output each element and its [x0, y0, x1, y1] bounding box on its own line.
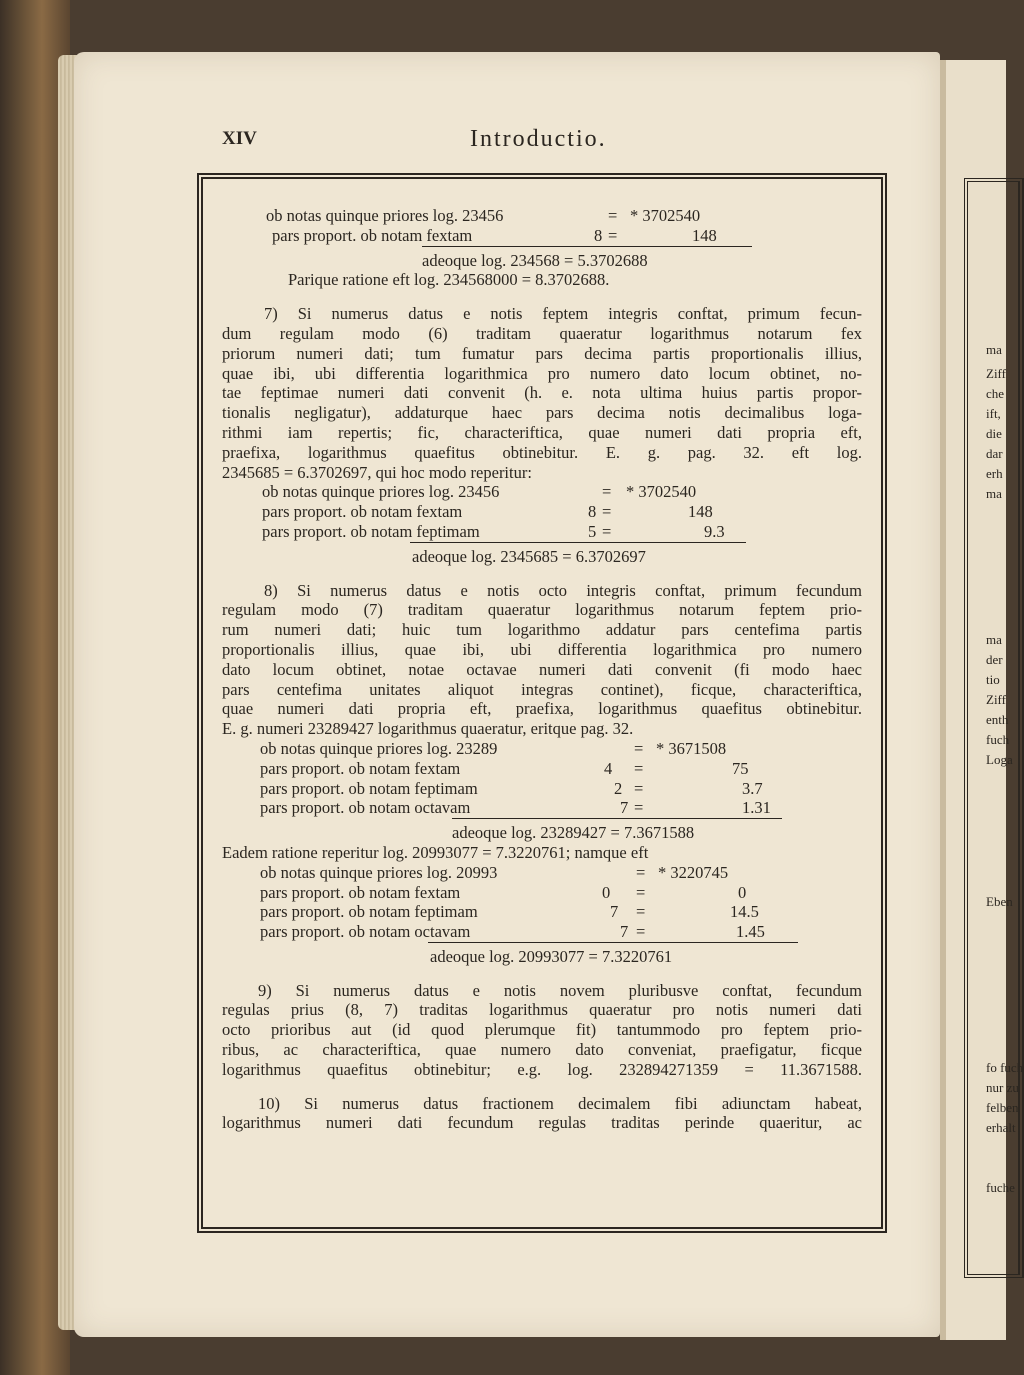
calc-rule — [428, 942, 798, 943]
paragraph-line: 10) Si numerus datus fractionem decimalem fibi adiunctam habeat, — [258, 1093, 862, 1113]
next-page-word: ma — [986, 486, 1002, 501]
calc-value: 148 — [692, 225, 717, 245]
page-number: XIV — [222, 128, 257, 149]
calc-row — [222, 226, 862, 246]
paragraph-line: E. g. numeri 23289427 logarithmus quaeratur, eritque pag. 32. — [222, 719, 634, 739]
paragraph-line: Eadem ratione reperitur log. 20993077 = 7.3220761; namque eft — [222, 842, 649, 862]
calc-label: pars proport. ob notam feptimam — [262, 521, 480, 541]
calc-label: ob notas quinque priores log. 23456 — [266, 206, 504, 225]
calc-digit: 0 — [602, 882, 611, 902]
paragraph-line: logarithmus numeri dati fecundum regulas traditas perinde quaeritur, ac — [222, 1113, 862, 1133]
calc-digit: 5 — [588, 521, 597, 541]
calc-row — [222, 798, 862, 818]
calc-row — [222, 206, 862, 226]
calc-label: pars proport. ob notam octavam — [260, 798, 471, 818]
calc-value: 75 — [732, 758, 749, 778]
next-page-word: fo fuch — [986, 1060, 1024, 1075]
page-text — [222, 206, 862, 1133]
next-page-word: die — [986, 426, 1002, 441]
calc-note: Parique ratione eft log. 234568000 = 8.3702688. — [288, 270, 610, 290]
next-page-word: Ziff — [986, 366, 1006, 381]
next-page-word: Eben — [986, 894, 1013, 909]
calc-row — [222, 502, 862, 522]
paragraph-line: proportionalis illius, quae ibi, ubi differentia logarithmica pro numero — [222, 639, 862, 659]
calc-label: ob notas quinque priores log. 23456 — [262, 482, 500, 502]
calc-value: 14.5 — [730, 902, 759, 922]
calc-label: pars proport. ob notam fextam — [262, 502, 463, 522]
calc-digit: 7 — [620, 922, 629, 942]
paragraph-line: priorum numeri dati; tum fumatur pars decima partis proportionalis illius, — [222, 343, 862, 363]
next-page-word: ma — [986, 342, 1002, 357]
next-page-word: felben — [986, 1100, 1019, 1115]
paragraph-line: quae ibi, ubi differentia logarithmica pro numero dato locum obtinet, no- — [222, 363, 862, 383]
calc-equals: = — [602, 521, 612, 541]
calc-row — [222, 482, 862, 502]
next-page-word: che — [986, 386, 1005, 401]
calc-digit: 8 — [588, 502, 597, 522]
paragraph-line: praefixa, logarithmus quaefitus obtinebitur. E. g. pag. 32. eft log. — [222, 442, 862, 462]
calc-label: pars proport. ob notam feptimam — [260, 902, 478, 922]
calc-digit: 8 — [594, 225, 603, 245]
running-title: Introductio. — [470, 126, 607, 152]
calc-label: ob notas quinque priores log. 23289 — [260, 738, 498, 758]
calc-row — [222, 779, 862, 799]
calc-label: pars proport. ob notam fextam — [272, 225, 473, 245]
calc-value: * 3220745 — [658, 862, 729, 882]
calc-equals: = — [634, 758, 644, 778]
calc-equals: = — [636, 922, 646, 942]
next-page-word: erhalt — [986, 1120, 1016, 1135]
paragraph-line: pars centefima unitates aliquot integras continet), ficque, characteriftica, — [222, 679, 862, 699]
calc-label: pars proport. ob notam fextam — [260, 882, 461, 902]
paragraph-line: 7) Si numerus datus e notis feptem integris conftat, primum fecun- — [264, 304, 862, 324]
calc-row — [222, 883, 862, 903]
calc-equals: = — [602, 502, 612, 522]
calc-result: adeoque log. 20993077 = 7.3220761 — [430, 946, 673, 966]
calc-value: * 3702540 — [630, 206, 701, 225]
calc-result: adeoque log. 2345685 = 6.3702697 — [412, 546, 646, 566]
next-page-word: Ziff — [986, 692, 1006, 707]
paragraph-line: tionalis negligatur), addaturque haec pars decima notis decimalibus loga- — [222, 403, 862, 423]
paragraph-line: ribus, ac characteriftica, quae numero dato conveniat, praefigatur, ficque — [222, 1040, 862, 1060]
calc-result: adeoque log. 23289427 = 7.3671588 — [452, 823, 695, 843]
calc-label: pars proport. ob notam octavam — [260, 922, 471, 942]
calc-result: adeoque log. 234568 = 5.3702688 — [422, 250, 648, 270]
calc-value: 9.3 — [704, 521, 725, 541]
calc-row — [222, 759, 862, 779]
calc-digit: 7 — [620, 798, 629, 818]
paragraph-line: octo prioribus aut (id quod plerumque fit) tantummodo pro feptem prio- — [222, 1020, 862, 1040]
calc-equals: = — [636, 882, 646, 902]
calc-value: * 3702540 — [626, 482, 697, 502]
calc-value: 148 — [688, 502, 713, 522]
calc-equals: = — [608, 206, 618, 225]
next-page-word: Loga — [986, 752, 1013, 767]
calc-label: ob notas quinque priores log. 20993 — [260, 862, 498, 882]
next-page-word: nur zu — [986, 1080, 1019, 1095]
calc-digit: 4 — [604, 758, 613, 778]
next-page-edge — [940, 60, 1024, 1340]
calc-digit: 2 — [614, 778, 623, 798]
calc-value: 0 — [738, 882, 747, 902]
next-page-word: erh — [986, 466, 1003, 481]
calc-equals: = — [634, 738, 644, 758]
next-page-word: der — [986, 652, 1003, 667]
calc-value: * 3671508 — [656, 738, 727, 758]
calc-equals: = — [634, 798, 644, 818]
paragraph-line: logarithmus quaefitus obtinebitur; e.g. log. 232894271359 = 11.3671588. — [222, 1059, 862, 1079]
calc-label: pars proport. ob notam fextam — [260, 758, 461, 778]
next-page-word: tio — [986, 672, 1000, 687]
calc-row — [222, 922, 862, 942]
calc-row — [222, 902, 862, 922]
calc-equals: = — [636, 862, 646, 882]
calc-row — [222, 863, 862, 883]
paragraph-line: 8) Si numerus datus e notis octo integris conftat, primum fecundum — [264, 580, 862, 600]
next-page-word: enth — [986, 712, 1009, 727]
paragraph-line: rithmi iam repertis; fic, characteriftica, quae numeri dati propria eft, — [222, 422, 862, 442]
paragraph-line: quae numeri dati propria eft, praefixa, logarithmus quaefitus obtinebitur. — [222, 699, 862, 719]
paragraph-line: rum numeri dati; huic tum logarithmo addatur pars centefima partis — [222, 620, 862, 640]
calc-digit: 7 — [610, 902, 619, 922]
calc-row — [222, 522, 862, 542]
paragraph-line: dato locum obtinet, notae octavae numeri dati convenit (fi modo haec — [222, 659, 862, 679]
calc-equals: = — [636, 902, 646, 922]
calc-row — [222, 739, 862, 759]
calc-equals: = — [634, 778, 644, 798]
next-page-word: fuch — [986, 732, 1010, 747]
calc-equals: = — [602, 482, 612, 502]
calc-rule — [422, 246, 752, 247]
paragraph-line: 2345685 = 6.3702697, qui hoc modo reperitur: — [222, 462, 532, 482]
calc-rule — [452, 818, 782, 819]
calc-value: 3.7 — [742, 778, 763, 798]
calc-value: 1.45 — [736, 922, 765, 942]
paragraph-line: dum regulam modo (6) traditam quaeratur logarithmus notarum fex — [222, 323, 862, 343]
paragraph-line: regulas prius (8, 7) traditas logarithmus quaeratur pro notis numeri dati — [222, 1000, 862, 1020]
paragraph-line: tae feptimae numeri dati convenit (h. e. nota ultima huius partis propor- — [222, 383, 862, 403]
next-page-word: ift, — [986, 406, 1001, 421]
paragraph-line: 9) Si numerus datus e notis novem pluribusve conftat, fecundum — [258, 980, 862, 1000]
paragraph-line: regulam modo (7) traditam quaeratur logarithmus notarum feptem prio- — [222, 600, 862, 620]
calc-rule — [410, 542, 746, 543]
next-page-word: ma — [986, 632, 1002, 647]
calc-label: pars proport. ob notam feptimam — [260, 778, 478, 798]
next-page-word: dar — [986, 446, 1003, 461]
next-page-word: fuche — [986, 1180, 1015, 1195]
calc-equals: = — [608, 225, 618, 245]
calc-value: 1.31 — [742, 798, 771, 818]
